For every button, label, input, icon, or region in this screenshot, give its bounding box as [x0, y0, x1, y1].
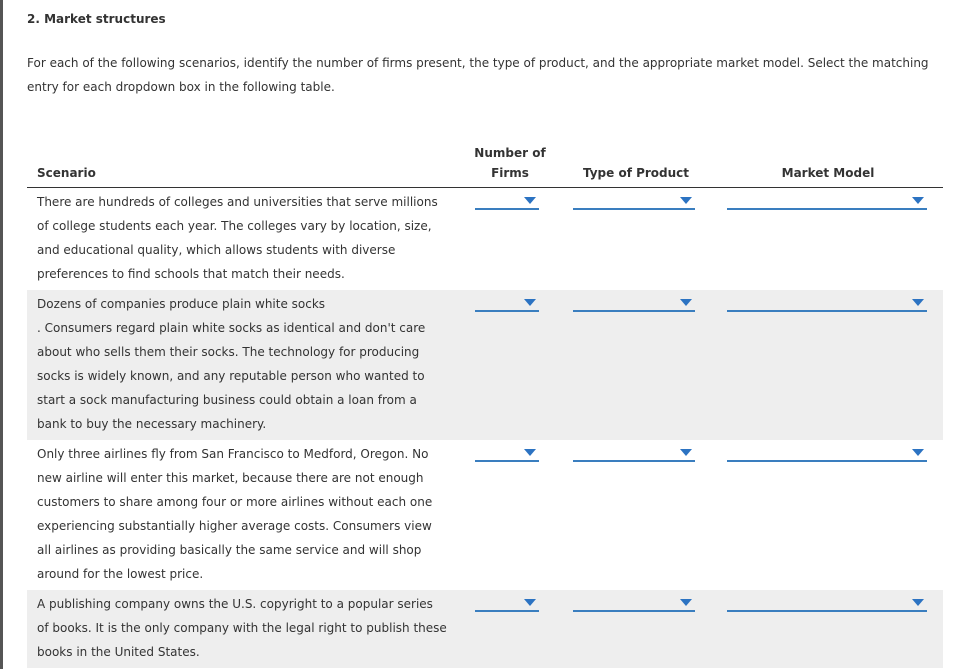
table-header [27, 145, 943, 188]
market-model-dropdown[interactable] [727, 448, 927, 462]
scenario-text-continued: . Consumers regard plain white socks as identical and don't care about who sells them their socks. The technology for producing socks is widely known, and any reputable person who wanted to start a sock manufacturing business could obtain a loan from a bank to buy the necessary machinery. [37, 321, 426, 431]
market-structures-table [27, 145, 943, 668]
caret-down-icon [912, 449, 924, 456]
caret-down-icon [912, 197, 924, 204]
table-row [27, 440, 943, 590]
type-of-product-dropdown[interactable] [573, 598, 695, 612]
scenario-text [37, 292, 447, 436]
type-of-product-dropdown[interactable] [573, 448, 695, 462]
caret-down-icon [524, 299, 536, 306]
header-number-of-firms [467, 143, 553, 183]
number-of-firms-dropdown[interactable] [475, 298, 539, 312]
header-scenario: Scenario [37, 166, 96, 180]
table-row [27, 290, 943, 440]
table-row [27, 188, 943, 290]
table-row [27, 590, 943, 668]
scenario-text-line1: Dozens of companies produce plain white socks [37, 297, 326, 311]
caret-down-icon [912, 599, 924, 606]
type-of-product-dropdown[interactable] [573, 298, 695, 312]
caret-down-icon [524, 197, 536, 204]
caret-down-icon [524, 599, 536, 606]
header-firms-line2: Firms [491, 166, 529, 180]
left-border [0, 0, 3, 669]
number-of-firms-dropdown[interactable] [475, 448, 539, 462]
caret-down-icon [680, 299, 692, 306]
header-type-of-product: Type of Product [582, 166, 690, 180]
scenario-text: There are hundreds of colleges and universities that serve millions of college students each year. The colleges vary by location, size, and educational quality, which allows students with diverse preferences to find schools that match their needs. [37, 195, 438, 281]
market-model-dropdown[interactable] [727, 598, 927, 612]
scenario-text: Only three airlines fly from San Francisco to Medford, Oregon. No new airline will enter this market, because there are not enough customers to share among four or more airlines without each one experiencing substantially higher average costs. Consumers view all airlines as providing basically the same service and will shop around for the lowest price. [37, 447, 433, 581]
caret-down-icon [680, 449, 692, 456]
header-firms-line1: Number of [474, 146, 546, 160]
question-title: 2. Market structures [27, 12, 166, 26]
header-market-model: Market Model [781, 166, 875, 180]
caret-down-icon [680, 197, 692, 204]
market-model-dropdown[interactable] [727, 196, 927, 210]
caret-down-icon [680, 599, 692, 606]
caret-down-icon [912, 299, 924, 306]
number-of-firms-dropdown[interactable] [475, 598, 539, 612]
market-model-dropdown[interactable] [727, 298, 927, 312]
caret-down-icon [524, 449, 536, 456]
number-of-firms-dropdown[interactable] [475, 196, 539, 210]
type-of-product-dropdown[interactable] [573, 196, 695, 210]
scenario-text: A publishing company owns the U.S. copyright to a popular series of books. It is the only company with the legal right to publish these books in the United States. [37, 597, 447, 659]
instructions-text: For each of the following scenarios, identify the number of firms present, the type of product, and the appropriate market model. Select the matching entry for each dropdown box in the following table. [27, 56, 929, 94]
